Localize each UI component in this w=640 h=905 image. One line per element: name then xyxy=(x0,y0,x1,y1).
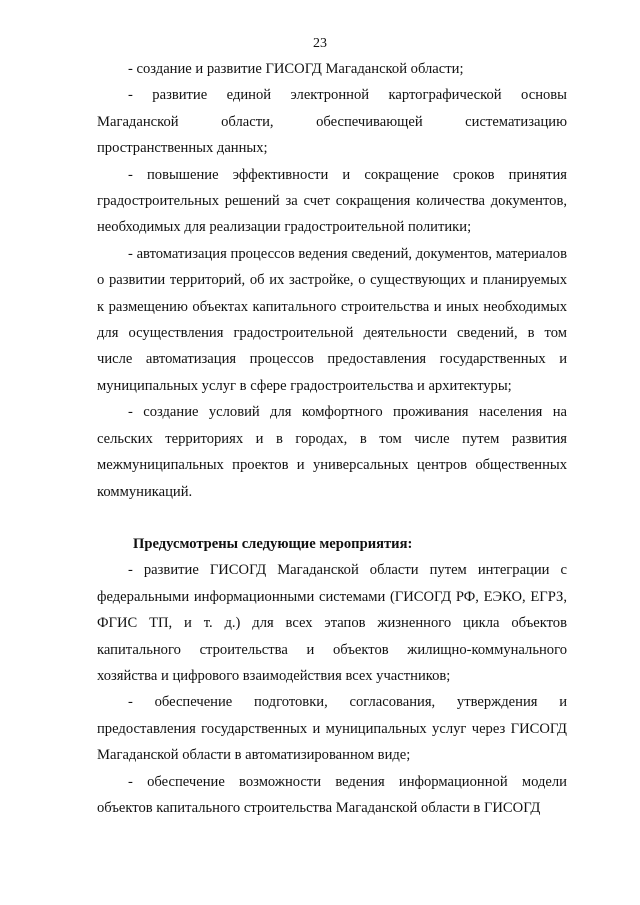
document-body xyxy=(97,56,567,821)
list-item-integration: - развитие ГИСОГД Магаданской области путем интеграции с федеральными информационными системами (ГИСОГД РФ, ЕЭКО, ЕГРЗ, ФГИС ТП, и т. д.) для всех этапов жизненного цикла объектов капитального строительства и объектов жилищно-коммунального хозяйства и цифрового взаимодействия всех участников; xyxy=(97,562,567,684)
list-item-gisogd-creation: - создание и развитие ГИСОГД Магаданской области; xyxy=(128,61,464,77)
list-item-living-conditions: - создание условий для комфортного проживания населения на сельских территориях и в городах, в том числе путем развития межмуниципальных проектов и универсальных центров общественных коммуникаций. xyxy=(97,404,567,500)
list-item-information-model: - обеспечение возможности ведения информационной модели объектов капитального строительства Магаданской области в ГИСОГД xyxy=(97,773,567,816)
list-item-services: - обеспечение подготовки, согласования, утверждения и предоставления государственных и муниципальных услуг через ГИСОГД Магаданской области в автоматизированном виде; xyxy=(97,694,567,764)
section-heading: Предусмотрены следующие мероприятия: xyxy=(133,535,413,552)
list-item-automation: - автоматизация процессов ведения сведений, документов, материалов о развитии территорий, об их застройке, о существующих и планируемых к размещению объектах капитального строительства и иных необходимых для осуществления градостроительной деятельности сведений, в том числе автоматизация процессов предоставления государственных и муниципальных услуг в сфере градостроительства и архитектуры; xyxy=(97,245,567,394)
list-item-cartographic-basis: - развитие единой электронной картографической основы Магаданской области, обеспечивающей систематизацию пространственных данных; xyxy=(97,87,567,157)
page-number: 23 xyxy=(313,36,327,51)
list-item-efficiency: - повышение эффективности и сокращение сроков принятия градостроительных решений за счет сокращения количества документов, необходимых для реализации градостроительной политики; xyxy=(97,166,567,236)
